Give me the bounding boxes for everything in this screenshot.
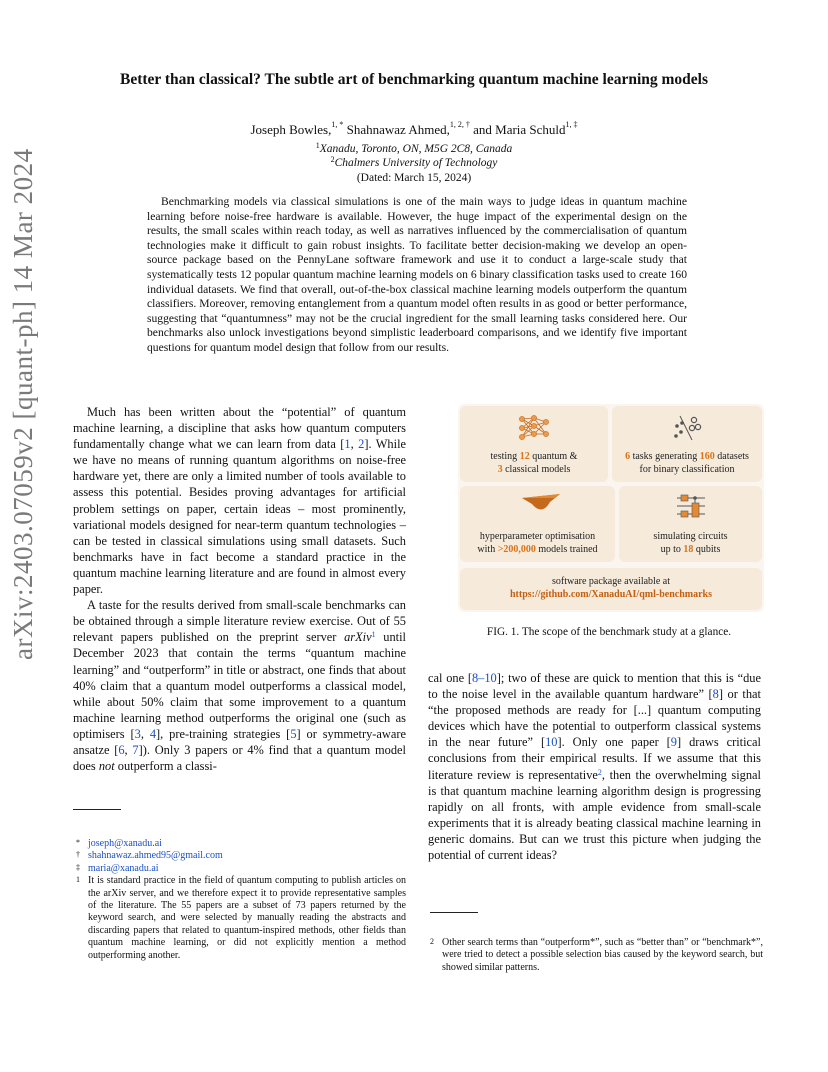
box-text [612,450,762,476]
highlight-number: 160 [699,451,715,462]
text-span: until December 2023 that contain the terms “quantum machine learning” and “outperform” in title or abstract, one finds that about 40% claim that a quantum model outperforms a classical model, while about 50% claim that some improvement to a quantum machine learning method outperforms the original one (such as optimisers [ [73,630,406,741]
citation-link[interactable]: 6 [118,742,125,757]
author-name: Joseph Bowles, [250,122,332,137]
neural-network-icon [516,414,552,442]
footnote [76,838,406,850]
repository-link[interactable]: https://github.com/XanaduAI/qml-benchmarks [510,589,712,600]
figure-box-circuits [619,486,762,562]
arxiv-word: arXiv [344,630,372,645]
text-span: up to [660,544,684,555]
citation-link[interactable]: 10 [545,735,558,750]
figure-caption: FIG. 1. The scope of the benchmark study at a glance. [486,626,732,638]
citation-link[interactable]: 1 [344,437,351,452]
footnote [76,875,406,962]
citation-link[interactable]: 5 [290,726,297,741]
affiliation [80,157,748,169]
footnote [76,863,406,875]
highlight-number: >200,000 [497,544,536,555]
citation-link[interactable]: 8–10 [471,671,497,685]
citation-link[interactable]: 8 [712,687,719,702]
box-text [460,530,615,556]
box-text [460,450,608,476]
scatter-classification-icon [672,414,702,442]
text-span: , then the overwhelming signal is that quantum machine learning algorithm design is progressing rapidly on all fronts, with ample evidence from small-scale experiments that it is already beating classical machine learning in generic domains. But can we trust this picture when judging the potential of current ideas? [428,767,761,863]
highlight-number: 18 [683,544,694,555]
figure-1 [458,404,764,612]
figure-box-datasets [612,406,762,482]
text-span: ], pre-training strategies [ [156,726,291,741]
text-span: , [350,437,359,452]
text-span: quantum & [529,451,578,462]
text-span: testing [490,451,520,462]
text-span: ]; two of these are quick to mention that this is “due to the noise level in the available quantum hardware” [ [428,671,762,702]
author-name: and Maria Schuld [469,122,566,137]
citation-link[interactable]: 4 [149,726,157,741]
highlight-number: 6 [625,451,631,462]
quantum-circuit-icon [675,492,707,520]
text-span: for binary classification [639,464,735,475]
text-span: cal one [ [428,671,472,685]
text-span: software package available at [552,576,670,587]
footnote-ref[interactable]: 1 [371,630,376,640]
email-link[interactable]: shahnawaz.ahmed95@gmail.com [88,850,223,862]
footnote-text: It is standard practice in the field of quantum computing to publish articles on the arXiv server, and we therefore expect it to provide representative samples of the literature. The 55 papers are a subset of 73 papers returned by the keyword search, and were selected by manually reading the abstracts and discarding papers that related to quantum-inspired methods, other fields than quantum machine learning, or did not explicitly mention a method outperforming another. [88,875,406,961]
text-span: ] draws critical conclusions from their empirical results. If we assume that this literature review is representative [428,735,761,782]
paragraph [73,597,406,774]
email-link[interactable]: maria@xanadu.ai [88,862,159,874]
footnote-mark: ‡ [76,862,80,872]
text-span: Much has been written about the “potential” of quantum machine learning, a discipline that asks how quantum computers fundamentally change what we can learn from data [ [73,405,406,452]
paragraph [428,670,761,863]
footnote [430,937,763,974]
text-span: , [124,742,133,757]
author-marks: 1, ‡ [565,120,578,129]
footnote-mark: 2 [430,937,434,946]
text-span: A taste for the results derived from small-scale benchmarks can be obtained through a simple literature review exercise. Out of 55 relevant papers published on the preprint server [73,598,406,645]
text-span: ]. Only one paper [ [557,735,671,750]
text-span: ] or that “the proposed methods are ready for [...] quantum computing devices which have the potential to outperform classical systems in the near future” [ [428,687,761,750]
author-name: Shahnawaz Ahmed, [343,122,450,137]
text-span: outperform a classi- [114,759,217,774]
text-span: with [477,544,498,555]
citation-link[interactable]: 2 [358,437,365,452]
citation-link[interactable]: 7 [132,742,139,757]
loss-landscape-icon [520,492,562,518]
highlight-number: 3 [497,464,503,475]
date-line: (Dated: March 15, 2024) [356,172,472,184]
author-list [80,122,748,138]
text-span: ]. While we have no means of running quantum algorithms on noise-free hardware yet, there are only a limited number of tools available to assess this potential. Besides proving advantages for artificial problem settings on paper, certain ideas – most prominently, variational models designed for near-term quantum technologies – can be tested in classical simulations using small datasets. Such benchmarks have in fact become a standard practice in the quantum machine learning literature and are found in almost every paper. [73,437,407,597]
footnote-right [430,937,763,974]
footnote [76,850,406,862]
footnote-ref[interactable]: 2 [597,767,602,777]
author-marks: 1, * [331,120,344,129]
email-link[interactable]: joseph@xanadu.ai [88,838,162,849]
box-text [460,575,762,601]
text-span: classical models [502,464,571,475]
paragraph [73,404,406,597]
text-span: models trained [535,544,598,555]
highlight-number: 12 [519,451,530,462]
footnote-mark: † [76,850,80,860]
footnote-text: Other search terms than “outperform*”, such as “better than” or “benchmark*”, were tried to detect a possible selection bias caused by the keyword search, but showed similar patterns. [442,937,763,973]
citation-link[interactable]: 9 [670,735,677,750]
footnotes-left [76,838,406,962]
footnote-mark: 1 [76,875,80,885]
arxiv-stamp-text: arXiv:2403.07059v2 [quant-ph] 14 Mar 2024 [8,148,38,660]
citation-link[interactable]: 3 [134,726,141,741]
footnote-rule [430,912,478,913]
text-span: ] or symmetry-aware ansatze [ [73,726,406,757]
paper-title: Better than classical? The subtle art of benchmarking quantum machine learning models [119,71,709,88]
footnote-rule [73,809,121,810]
figure-box-software [460,568,762,610]
abstract: Benchmarking models via classical simulations is one of the main ways to judge ideas in quantum machine learning before noise-free hardware is available. However, the huge impact of the experimental design on the results, the small scales within reach today, as well as narratives influenced by the commercialisation of quantum technologies make it difficult to gain robust insights. To facilitate better decision-making we develop an open-source package based on the PennyLane software framework and use it to conduct a large-scale study that systematically tests 12 popular quantum machine learning models on 6 binary classification tasks used to create 160 individual datasets. We find that overall, out-of-the-box classical machine learning models outperform the quantum classifiers. Moreover, removing entanglement from a quantum model often results in as good or better performance, suggesting that “quantumness” may not be the crucial ingredient for the small learning tasks considered here. Our benchmarks also unlock investigations beyond simplistic leaderboard comparisons, and we identify five important questions for quantum model design that follow from our results. [147,195,687,354]
affiliation [80,143,748,155]
affiliation-text: Chalmers University of Technology [334,157,498,169]
text-span: simulating circuits [653,531,728,542]
footnote-mark: * [76,838,80,847]
figure-box-hyperparameters [460,486,615,562]
body-left-column [73,404,406,774]
body-right-column [428,670,761,863]
affiliation-mark: 1 [315,141,320,150]
text-span: qubits [693,544,721,555]
affiliation-mark: 2 [330,155,335,164]
author-marks: 1, 2, † [449,120,470,129]
text-span: tasks generating [630,451,700,462]
emphasis-not: not [98,759,115,774]
box-text [619,530,762,556]
text-span: ]). Only 3 papers or 4% find that a quantum model does [73,742,406,774]
text-span: datasets [714,451,749,462]
figure-box-models [460,406,608,482]
text-span: hyperparameter optimisation [479,531,596,542]
text-span: , [140,726,150,741]
affiliation-text: Xanadu, Toronto, ON, M5G 2C8, Canada [319,143,513,155]
